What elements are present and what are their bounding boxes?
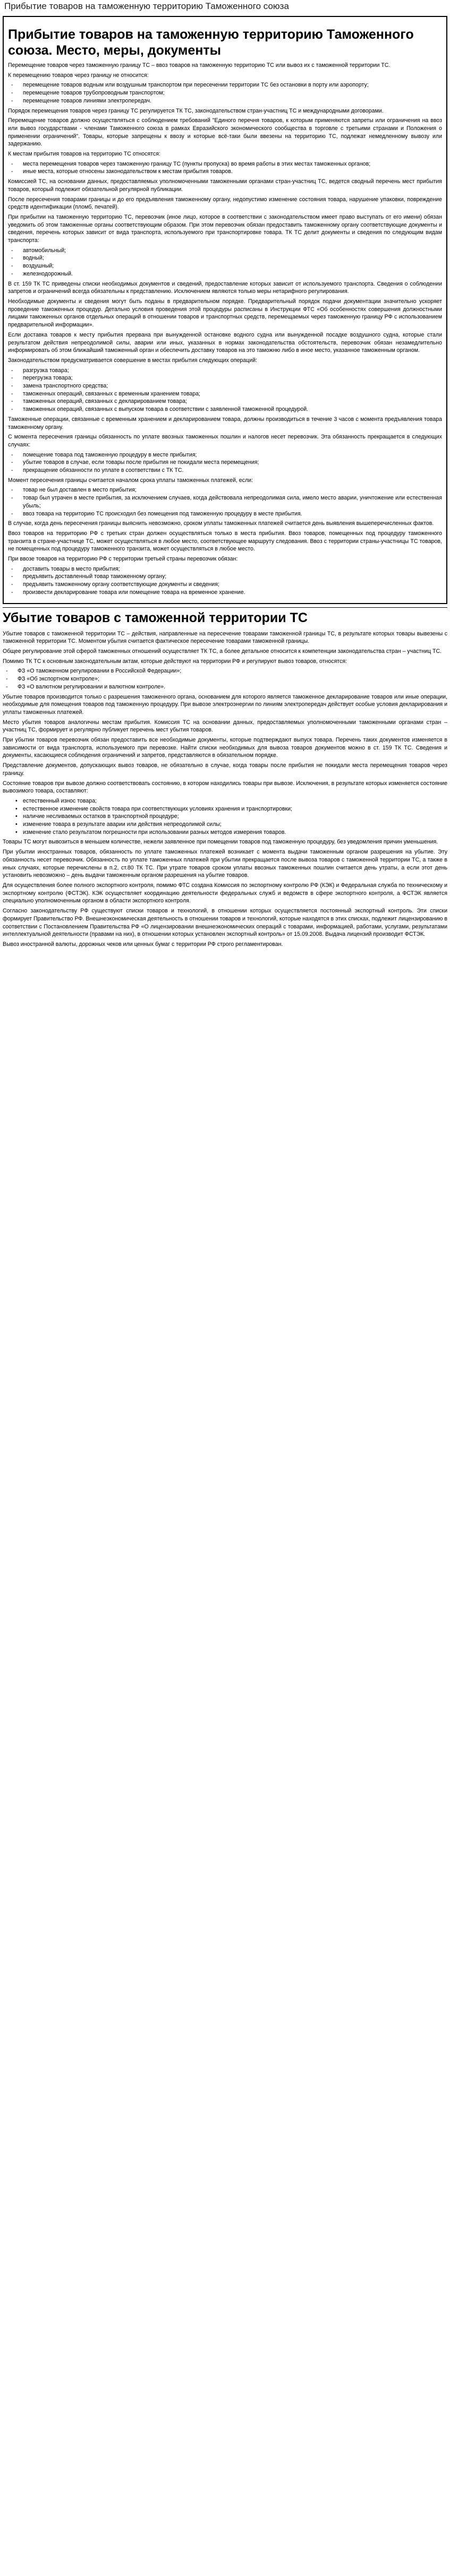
list-item: - перемещение товаров трубопроводным транспортом;	[23, 89, 442, 97]
paragraph: Перемещение товаров через таможенную границу ТС – ввоз товаров на таможенную территорию ТС или вывоз их с таможенной территории ТС.	[8, 62, 390, 68]
paragraph: Общее регулирование этой сферой таможенных отношений осуществляет ТК ТС, а более детальное относится к компетенции законодательства стран – участниц ТС.	[3, 648, 442, 654]
paragraph: Порядок перемещения товаров через границу ТС регулируется ТК ТС, законодательством стран-участниц ТС и международными договорами.	[8, 107, 384, 114]
paragraph: При ввозе товаров на территорию РФ с территории третьей страны перевозчик обязан:	[8, 556, 238, 563]
paragraph: В случае, когда день пересечения границы выяснить невозможно, сроком уплаты таможенных платежей считается день выявления вышеперечисленных фактов.	[8, 520, 434, 527]
paragraph: Если доставка товаров к месту прибытия прервана при вынужденной остановке водного судна или вынужденной посадке воздушного судна, которые стали результатом действия непреодолимой силы, аварии или иных, указанных в нормах законодательства обстоятельств, перевозчик обязан незамедлительно информировать об этом ближайший таможенный орган и обеспечить доставку товаров на это таможню либо в иное место, указанное таможенным органом.	[8, 331, 442, 354]
section-title: Убытие товаров с таможенной территории ТС	[3, 610, 308, 625]
paragraph: С момента пересечения границы обязанность по уплате ввозных таможенных пошлин и налогов несет перевозчик. Эта обязанность прекращается в следующих случаях:	[8, 434, 442, 448]
paragraph: Представление документов, допускающих вывоз товаров, не обязательно в случае, когда товары после прибытия не покидали места перемещения товаров через границу.	[3, 762, 447, 777]
list-item: • естественное изменение свойств товара при соответствующих условиях хранения и транспортировки;	[23, 805, 447, 813]
paragraph: При убытии иностранных товаров, обязанность по уплате таможенных платежей возникает с момента выдачи таможенным органом разрешения на убытие. Эту обязанность несет перевозчик. Обязанность по уплате таможенных платежей при убытии прекращается после вывоза товаров с таможенной территории ТС, а также в иных случаях, которые перечислены в п.2, ст.80 ТК ТС. При утрате товаров сроком уплаты ввозных таможенных пошлин считается день утраты, а если этот день установить невозможно – день выдачи таможенным органом разрешения на убытие товаров.	[3, 849, 447, 879]
list-laws	[3, 667, 447, 691]
list-item: - воздушный;	[23, 262, 442, 270]
paragraph: При прибытии на таможенную территорию ТС, перевозчик (иное лицо, которое в соответствии с законодательством имеет право выступать от его имени) обязан уведомить об этом таможенные органы соответствующим образом. При этом перевозчик обязан предоставить таможенному органу соответствующие документы и сведения, перечень которых зависит от вида транспорта, используемого при транспортировке товара. ТК ТС делит документы и сведения по следующим видам транспорта:	[8, 213, 442, 244]
paragraph: Комиссией ТС, на основании данных, предоставляемых уполномоченными таможенными органами стран-участниц ТС, ведется сводный перечень мест прибытия товаров, который подлежит обязательной регулярной публикации.	[8, 178, 442, 193]
paragraph: Ввоз товаров на территорию РФ с третьих стран должен осуществляться только в места прибытия. Ввоз товаров, помещенных под процедуру таможенного транзита в стране-участнице ТС, может осуществляться в любое место, соответствующее маршруту следования. Ввоз с территории страны-участницы ТС товаров, не помещенных под процедуру таможенного транзита, может осуществляться в любое место.	[8, 530, 442, 553]
list-item: - ФЗ «О таможенном регулировании в Российской Федерации»;	[18, 667, 447, 675]
list-item: - иные места, которые относены законодательством к местам прибытия товаров.	[23, 168, 442, 176]
list-item: - перегрузка товара;	[23, 374, 442, 382]
list-item: - разгрузка товара;	[23, 367, 442, 375]
paragraph: В ст. 159 ТК ТС приведены списки необходимых документов и сведений, предоставление которых зависит от используемого транспорта. Сведения о соблюдении запретов и ограничений всегда обязательны к представлению. Исключением являются только меры нетарифного регулирования.	[8, 280, 442, 295]
list-item: - предъявить доставленный товар таможенному органу;	[23, 573, 442, 581]
list-item: - таможенных операций, связанных с временным хранением товара;	[23, 390, 442, 398]
list-item: - произвести декларирование товара или помещение товара на временное хранение.	[23, 589, 442, 597]
list-item: • наличие несливаемых остатков в транспортной процедуре;	[23, 813, 447, 821]
paragraph: К местам прибытия товаров на территорию ТС относятся:	[8, 151, 160, 158]
article-title: Прибытие товаров на таможенную территорию Таможенного союза. Место, меры, документы	[8, 27, 414, 58]
list-operations	[8, 367, 442, 413]
list-item: - замена транспортного средства;	[23, 382, 442, 390]
list-item: • изменение стало результатом погрешности при использовании разных методов измерения товаров.	[23, 829, 447, 837]
list-carrier-duties	[8, 565, 442, 597]
list-exceptions	[3, 797, 447, 837]
list-item: - помещение товара под таможенную процедуру в месте прибытия;	[23, 451, 442, 459]
list-payment-start	[8, 486, 442, 518]
paragraph: Помимо ТК ТС к основным законодательным актам, которые действуют на территории РФ и регулируют вывоз товаров, относятся:	[3, 658, 347, 665]
list-item: - железнодорожный.	[23, 270, 442, 278]
paragraph: Перемещение товаров должно осуществляться с соблюдением требований "Единого перечня товаров, к которым применяются запреты или ограничения на ввоз или вывоз государствами - членами Таможенного союза в рамках Евразийского экономического сообщества в торговле с третьими странами и Положения о применении ограничений". Товары, которые запрещены к ввозу и которые всё-таки были ввезены на территорию ТС, подлежат немедленному вывозу или задержанию.	[8, 117, 442, 148]
list-arrival-places	[8, 160, 442, 176]
list-item: - ввоз товара на территорию ТС происходил без помещения под таможенную процедуру в месте прибытия.	[23, 510, 442, 518]
list-item: • изменение товара в результате аварии или действия непреодолимой силы;	[23, 821, 447, 829]
paragraph: Место убытия товаров аналогичны местам прибытия. Комиссия ТС на основании данных, предоставляемых уполномоченными таможенными органами стран – участниц ТС, формирует и регулярно публикует перечень мест убытия товаров.	[3, 719, 447, 734]
paragraph: Согласно законодательству РФ существуют списки товаров и технологий, в отношении которых осуществляется постоянный экспортный контроль. Эти списки формирует Правительство РФ. Внешнеэкономическая деятельность в отношении товаров и технологий, которые находятся в этих списках, подлежит лицензированию в соответствии с Постановлением Правительства РФ «О лицензировании внешнеэкономических операций с товарами, информацией, работами, услугами, результатами интеллектуальной деятельности (правами на них), в отношении которых установлен экспортный контроль» от 15.09.2008. Выдача лицензий производит ФСТЭК.	[3, 908, 447, 938]
list-item: - товар не был доставлен в место прибытия;	[23, 486, 442, 494]
list-item: - перемещение товаров водным или воздушным транспортом при пересечении территории ТС без остановки в порту или аэропорту;	[23, 81, 442, 89]
list-obligation-end	[8, 451, 442, 475]
list-not-crossing	[8, 81, 442, 105]
list-item: - таможенных операций, связанных с выпуском товара в соответствии с заявленной таможенной процедурой.	[23, 406, 442, 413]
paragraph: Таможенные операции, связанные с временным хранением и декларированием товара, должны производиться в течение 3 часов с момента предъявления товара таможенному органу.	[8, 416, 442, 430]
list-item: - водный;	[23, 254, 442, 262]
list-item: - предъявить таможенному органу соответствующие документы и сведения;	[23, 581, 442, 589]
list-item: - убытие товаров в случае, если товары после прибытия не покидали места перемещения;	[23, 459, 442, 467]
paragraph: Законодательством предусматривается совершение в местах прибытия следующих операций:	[8, 357, 257, 364]
divider	[3, 607, 447, 608]
paragraph: Момент пересечения границы считается началом срока уплаты таможенных платежей, если:	[8, 477, 253, 484]
list-item: - таможенных операций, связанных с декларированием товара;	[23, 398, 442, 406]
paragraph: Убытие товаров производится только с разрешения таможенного органа, основанием для которого является таможенное декларирование товаров или иные операции, необходимые для помещения товаров под таможенную процедуру. При вывозе электроэнергии по линиям электропередач действует особые условия декларирования и уплаты таможенных платежей.	[3, 693, 447, 716]
paragraph: Состояние товаров при вывозе должно соответствовать состоянию, в котором находились товары при вывозе. Исключения, в результате которых изменяется состояние вывозимого товара, составляют:	[3, 780, 447, 795]
paragraph: Товары ТС могут вывозиться в меньшем количестве, нежели заявленное при помещении товаров под таможенную процедуру, без уведомления причин уменьшения.	[3, 839, 438, 846]
list-item: - автомобильный;	[23, 247, 442, 255]
article-frame	[3, 16, 447, 604]
list-item: - прекращение обязанности по уплате в соответствии с ТК ТС.	[23, 467, 442, 475]
page-title: Прибытие товаров на таможенную территорию Таможенного союза	[4, 1, 289, 11]
list-item: - перемещение товаров линиями электропередач.	[23, 97, 442, 105]
paragraph: Убытие товаров с таможенной территории ТС – действия, направленные на пересечение товарами таможенной границы ТС, в результате которых товары вывезены с таможенной территории ТС. Моментом убытия считается фактическое пересечение товарами таможенной границы.	[3, 630, 447, 645]
paragraph: После пересечения товарами границы и до его предъявления таможенному органу, недопустимо изменение состояния товара, нарушение упаковки, повреждение средств идентификации (пломб, печатей).	[8, 196, 442, 211]
paragraph: Для осуществления более полного экспортного контроля, помимо ФТС создана Комиссия по экспортному контролю РФ (КЭК) и Федеральная служба по техническому и экспортному контролю (ФСТЭК). КЭК осуществляет координацию деятельности федеральных служб и ведомств в сфере экспортного контроля, а ФСТЭК является специально уполномоченным органом в области экспортного контроля.	[3, 882, 447, 904]
list-item: • естественный износ товара;	[23, 797, 447, 805]
list-item: - места перемещения товаров через таможенную границу ТС (пункты пропуска) во время работы в этих местах таможенных органов;	[23, 160, 442, 168]
paragraph: Необходимые документы и сведения могут быть поданы в предварительном порядке. Предварительный порядок подачи документации значительно ускоряет проведение таможенных процедур. Детально условия проведения этой процедуры расписаны в Инструкции ФТС «Об особенностях совершения должностными лицами таможенных органов отдельных операций в отношении товаров и транспортных средств, перемещаемых через таможенную границу РФ с использованием предварительной информации».	[8, 298, 442, 329]
list-item: - доставить товары в место прибытия;	[23, 565, 442, 573]
list-transport-types	[8, 247, 442, 278]
list-item: - товар был утрачен в месте прибытия, за исключением случаев, когда действовала непреодолимая сила, имело место аварии, уничтожение или естественная убыль;	[23, 494, 442, 510]
list-item: - ФЗ «О валютном регулировании и валютном контроле».	[18, 683, 447, 691]
list-item: - ФЗ «Об экспортном контроле»;	[18, 675, 447, 683]
paragraph: К перемещению товаров через границу не относится:	[8, 72, 149, 79]
page	[0, 1, 450, 956]
paragraph: Вывоз иностранной валюты, дорожных чеков или ценных бумаг с территории РФ строго регламентирован.	[3, 941, 283, 947]
paragraph: При убытии товаров перевозчик обязан предоставить все необходимые документы, которые подтверждают выпуск товара. Перечень таких документов изменяется в зависимости от вида транспорта, используемого при перевозке. Найти списки необходимых для вывоза товаров документов можно в ст. 159 ТК ТС. Сведения и документы, касающиеся соблюдения ограничений и запретов, представляются в обязательном порядке.	[3, 737, 447, 759]
